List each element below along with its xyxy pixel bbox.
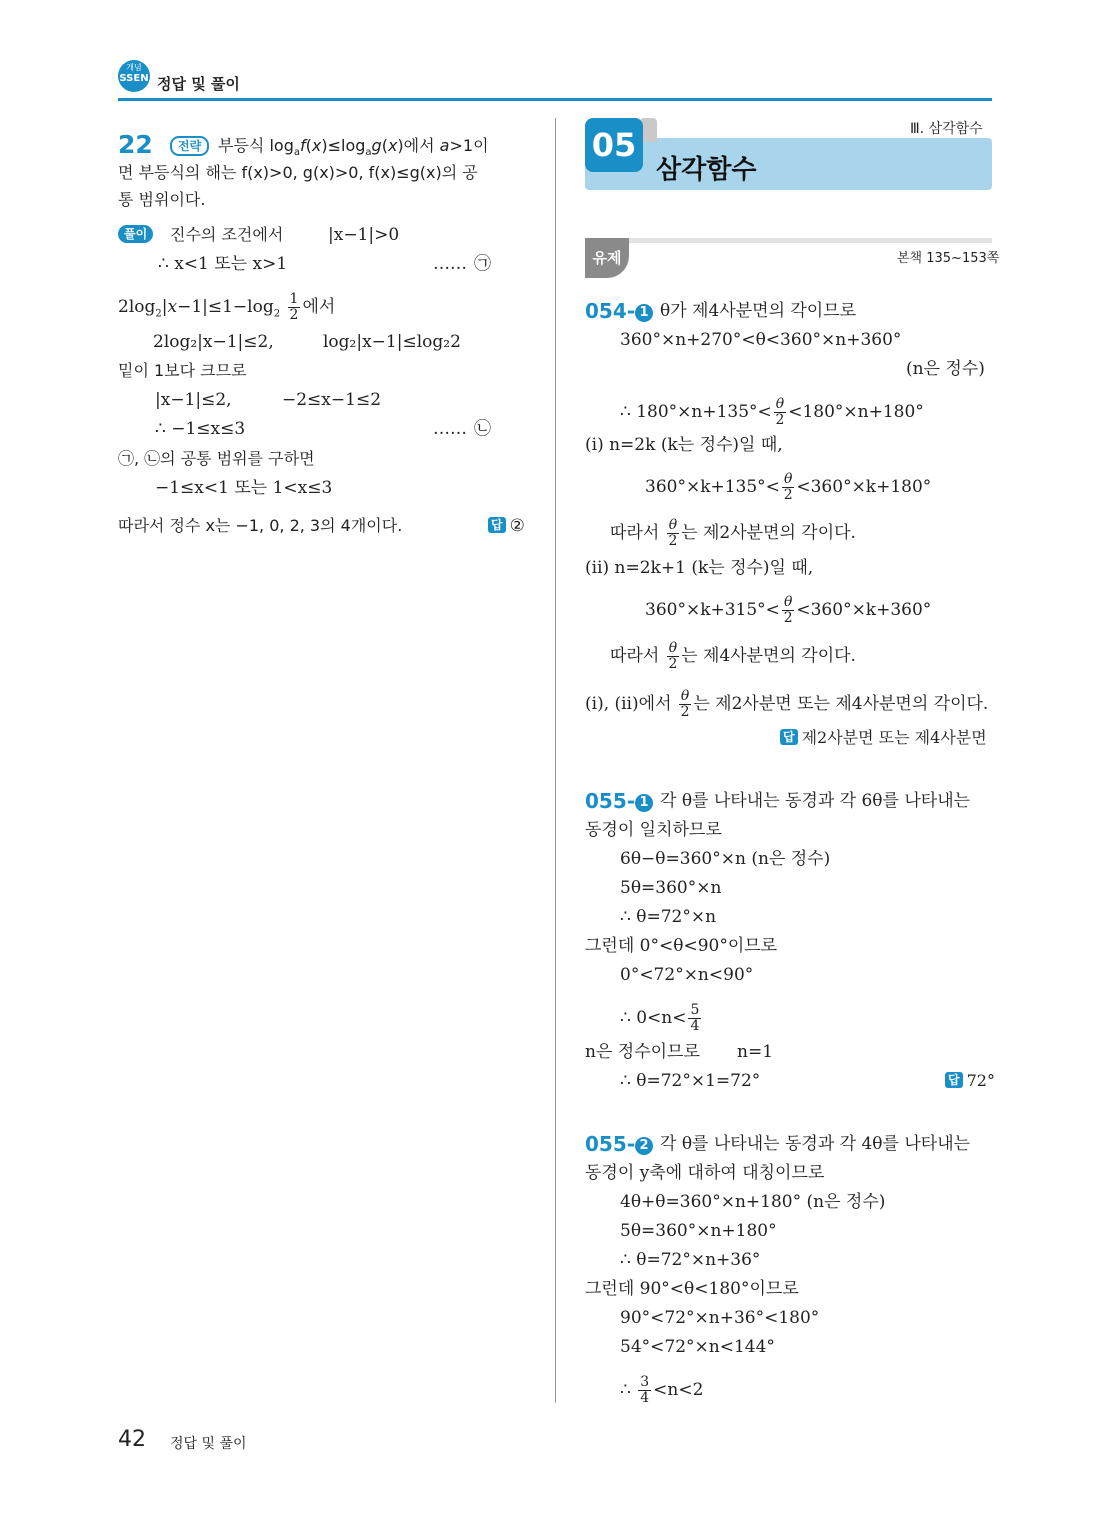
problem-055-2-label: 055- 2	[585, 1133, 653, 1155]
p054-line-1: 360°×n+270°<θ<360°×n+360°	[620, 330, 902, 350]
fraction-theta-half: $\frac{\theta}{2}$	[783, 471, 793, 503]
sol-line-10: 따라서 정수 x는 −1, 0, 2, 3의 4개이다.	[118, 516, 403, 535]
sol-line-7: ∴ −1≤x≤3	[155, 419, 246, 439]
p0552-line-8: ∴ $\frac{3}{4}$ <n<2	[620, 1374, 704, 1406]
p0551-line-5: 그런데 0°<θ<90°이므로	[585, 936, 778, 956]
p0551-line-4: ∴ θ=72°×n	[620, 907, 717, 927]
p054-line-0: θ가 제4사분면의 각이므로	[660, 301, 857, 321]
answer-badge: 답	[488, 517, 506, 533]
solution-badge: 풀이	[118, 225, 153, 243]
p054-line-3: ∴ 180°×n+135°< $\frac{\theta}{2}$ <180°×n+180°	[620, 396, 924, 428]
p0552-line-0: 각 θ를 나타내는 동경과 각 4θ를 나타내는	[660, 1134, 971, 1154]
strategy-line-2: 면 부등식의 해는 f(x)>0, g(x)>0, f(x)≤g(x)의 공	[118, 163, 478, 182]
strategy-badge: 전략	[170, 136, 209, 156]
fraction-one-half: $\frac{1}{2}$	[289, 291, 299, 323]
section-bar	[585, 238, 992, 243]
fraction-theta-half: $\frac{\theta}{2}$	[775, 396, 785, 428]
p0552-line-4: ∴ θ=72°×n+36°	[620, 1250, 761, 1270]
sol-line-2: ∴ x<1 또는 x>1	[158, 254, 288, 274]
p0552-line-6: 90°<72°×n+36°<180°	[620, 1308, 820, 1328]
fraction-theta-half: $\frac{\theta}{2}$	[783, 594, 793, 626]
sol-line-1a: 진수의 조건에서	[170, 225, 284, 244]
p054-line-7: (ⅱ) n=2k+1 (k는 정수)일 때,	[585, 558, 814, 578]
p0552-line-5: 그런데 90°<θ<180°이므로	[585, 1279, 799, 1299]
p054-line-5: 360°×k+135°< $\frac{\theta}{2}$ <360°×k+180°	[645, 471, 932, 503]
fraction-three-quarters: $\frac{3}{4}$	[640, 1374, 650, 1406]
p0551-line-8b: n=1	[737, 1042, 774, 1062]
p054-line-8: 360°×k+315°< $\frac{\theta}{2}$ <360°×k+360°	[645, 594, 932, 626]
fraction-five-quarters: $\frac{5}{4}$	[690, 1002, 700, 1034]
mark-a-1: ㉠	[474, 254, 491, 274]
sol-line-6a: |x−1|≤2,	[155, 390, 232, 410]
sol-line-2-dots: ……	[433, 254, 467, 274]
p0551-line-9: ∴ θ=72°×1=72°	[620, 1071, 761, 1091]
p0551-line-1: 동경이 일치하므로	[585, 820, 722, 840]
sol-line-6b: −2≤x−1≤2	[282, 390, 382, 410]
p054-line-10: (ⅰ), (ⅱ)에서 $\frac{\theta}{2}$ 는 제2사분면 또는 제4사분면의 각이다.	[585, 688, 989, 720]
p0551-line-7: ∴ 0<n< $\frac{5}{4}$	[620, 1002, 700, 1034]
p0552-line-3: 5θ=360°×n+180°	[620, 1221, 777, 1241]
column-divider	[555, 118, 556, 1403]
answer-badge: 답	[780, 729, 798, 745]
problem-055-1-label: 055- 1	[585, 790, 653, 812]
sol-line-4a: 2log₂|x−1|≤2,	[153, 332, 274, 352]
chapter-bar	[585, 138, 992, 190]
fraction-theta-half: $\frac{\theta}{2}$	[668, 517, 678, 549]
p0551-line-2: 6θ−θ=360°×n (n은 정수)	[620, 849, 831, 869]
sol-line-7-dots: ……	[433, 419, 467, 439]
sol-line-3: $2\log_2|x-1|\le 1-\log_2$ $\frac{1}{2}$ 에서	[118, 291, 336, 323]
p054-line-9: 따라서 $\frac{\theta}{2}$ 는 제4사분면의 각이다.	[610, 640, 856, 672]
answer-badge: 답	[945, 1072, 963, 1088]
answer-22: 답 ②	[488, 515, 525, 537]
p0551-line-6: 0°<72°×n<90°	[620, 965, 754, 985]
answer-054: 답 제2사분면 또는 제4사분면	[780, 727, 987, 749]
strategy-line-3: 통 범위이다.	[118, 190, 206, 209]
sol-line-9: −1≤x<1 또는 1<x≤3	[155, 478, 333, 498]
footer-title: 정답 및 풀이	[170, 1436, 247, 1452]
problem-number: 22	[118, 130, 153, 159]
strategy-line-1: 부등식 $\log_af(x)\le\log_ag(x)$에서 a>1이	[218, 136, 489, 159]
answer-055-1: 답 72°	[945, 1070, 995, 1092]
p0551-line-0: 각 θ를 나타내는 동경과 각 6θ를 나타내는	[660, 791, 971, 811]
header-rule	[118, 98, 992, 101]
p054-line-6: 따라서 $\frac{\theta}{2}$ 는 제2사분면의 각이다.	[610, 517, 856, 549]
p054-line-4: (ⅰ) n=2k (k는 정수)일 때,	[585, 435, 783, 455]
problem-054-label: 054- 1	[585, 300, 653, 322]
sol-line-4b: log₂|x−1|≤log₂2	[323, 332, 461, 352]
fraction-theta-half: $\frac{\theta}{2}$	[680, 688, 690, 720]
p054-line-2: (n은 정수)	[906, 359, 985, 379]
p0552-line-7: 54°<72°×n<144°	[620, 1337, 775, 1357]
page-number: 42	[118, 1427, 146, 1452]
unit-label: Ⅲ. 삼각함수	[910, 121, 983, 137]
section-badge: 유제	[585, 238, 629, 278]
fraction-theta-half: $\frac{\theta}{2}$	[668, 640, 678, 672]
logo-bottom: SSEN	[119, 73, 149, 84]
logo-badge	[118, 60, 150, 92]
section-pages: 본책 135~153쪽	[897, 251, 1000, 266]
p0552-line-2: 4θ+θ=360°×n+180° (n은 정수)	[620, 1192, 886, 1212]
chapter-title: 삼각함수	[656, 155, 757, 185]
sol-line-5: 밑이 1보다 크므로	[118, 361, 247, 380]
header-title: 정답 및 풀이	[157, 75, 240, 93]
mark-b-1: ㉡	[474, 419, 491, 439]
chapter-number: 05	[585, 118, 643, 172]
sol-line-1b: |x−1|>0	[328, 225, 400, 245]
p0551-line-3: 5θ=360°×n	[620, 878, 722, 898]
p0552-line-1: 동경이 y축에 대하여 대칭이므로	[585, 1163, 825, 1183]
logo-top: 개념	[126, 63, 142, 72]
p0551-line-8a: n은 정수이므로	[585, 1042, 700, 1062]
sol-line-8: ㉠, ㉡의 공통 범위를 구하면	[118, 449, 315, 468]
